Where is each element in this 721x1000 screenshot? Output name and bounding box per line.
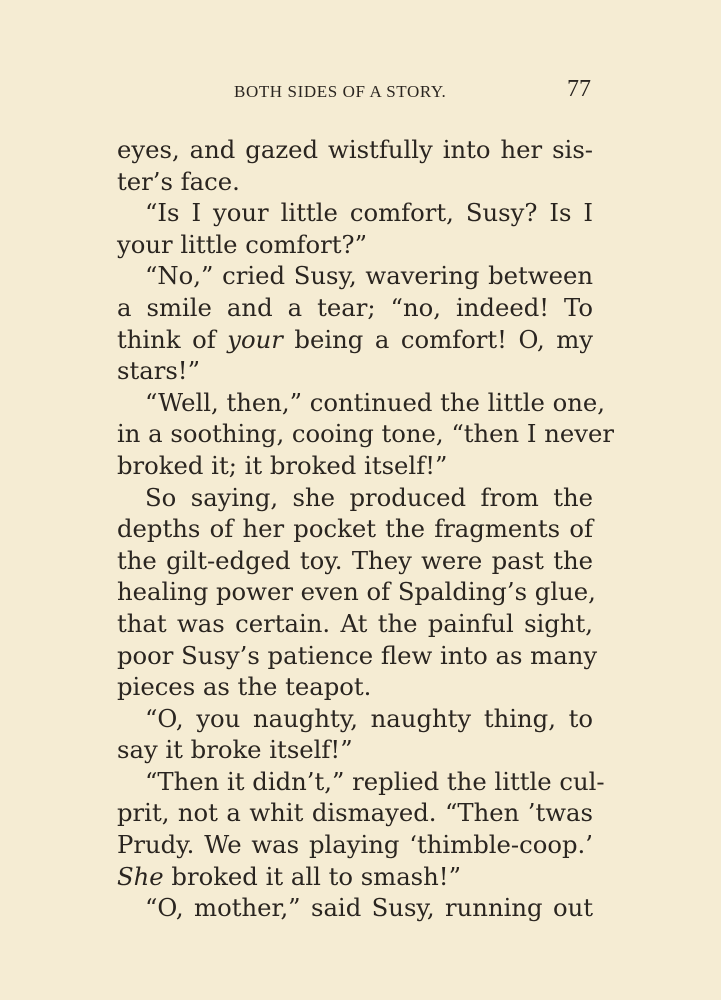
- text-line: depths of her pocket the fragments of: [117, 514, 593, 544]
- text-line: “Then it didn’t,” replied the little cul-: [145, 766, 605, 796]
- text-line: So saying, she produced from the: [145, 482, 593, 512]
- text-line: “O, mother,” said Susy, running out: [145, 893, 593, 923]
- text-line: your little comfort?”: [117, 229, 368, 259]
- text-line: say it broke itself!”: [117, 735, 353, 765]
- text-line: poor Susy’s patience flew into as many: [117, 640, 598, 670]
- text-line: “Is I your little comfort, Susy? Is I: [145, 198, 593, 228]
- italic-word: She: [117, 861, 164, 891]
- text-line: [117, 861, 593, 893]
- text-line: broked it; it broked itself!”: [117, 450, 448, 480]
- page-number: 77: [567, 76, 591, 102]
- text-line: “No,” cried Susy, wavering between: [145, 261, 593, 291]
- text-line: stars!”: [117, 356, 200, 386]
- text-line: ter’s face.: [117, 166, 240, 196]
- text-line: in a soothing, cooing tone, “then I never: [117, 419, 614, 449]
- italic-word: your: [227, 324, 283, 354]
- text-line: healing power even of Spalding’s glue,: [117, 577, 596, 607]
- text-line: a smile and a tear; “no, indeed! To: [117, 292, 593, 322]
- running-title: BOTH SIDES OF A STORY.: [234, 82, 447, 101]
- text-line: the gilt-edged toy. They were past the: [117, 545, 593, 575]
- text-segment: being a comfort! O, my: [282, 324, 594, 354]
- text-line: eyes, and gazed wistfully into her sis-: [117, 135, 593, 164]
- text-line: “O, you naughty, naughty thing, to: [145, 703, 593, 733]
- text-line: prit, not a whit dismayed. “Then ’twas: [117, 798, 593, 828]
- text-line: “Well, then,” continued the little one,: [145, 387, 605, 417]
- page-header: [0, 76, 721, 106]
- text-segment: think of: [117, 324, 228, 354]
- text-line: that was certain. At the painful sight,: [117, 608, 593, 638]
- text-line: Prudy. We was playing ‘thimble-coop.’: [117, 830, 593, 860]
- body-text: [117, 134, 614, 924]
- text-line: pieces as the teapot.: [117, 672, 372, 702]
- text-line: [117, 324, 593, 356]
- text-segment: broked it all to smash!”: [163, 861, 461, 891]
